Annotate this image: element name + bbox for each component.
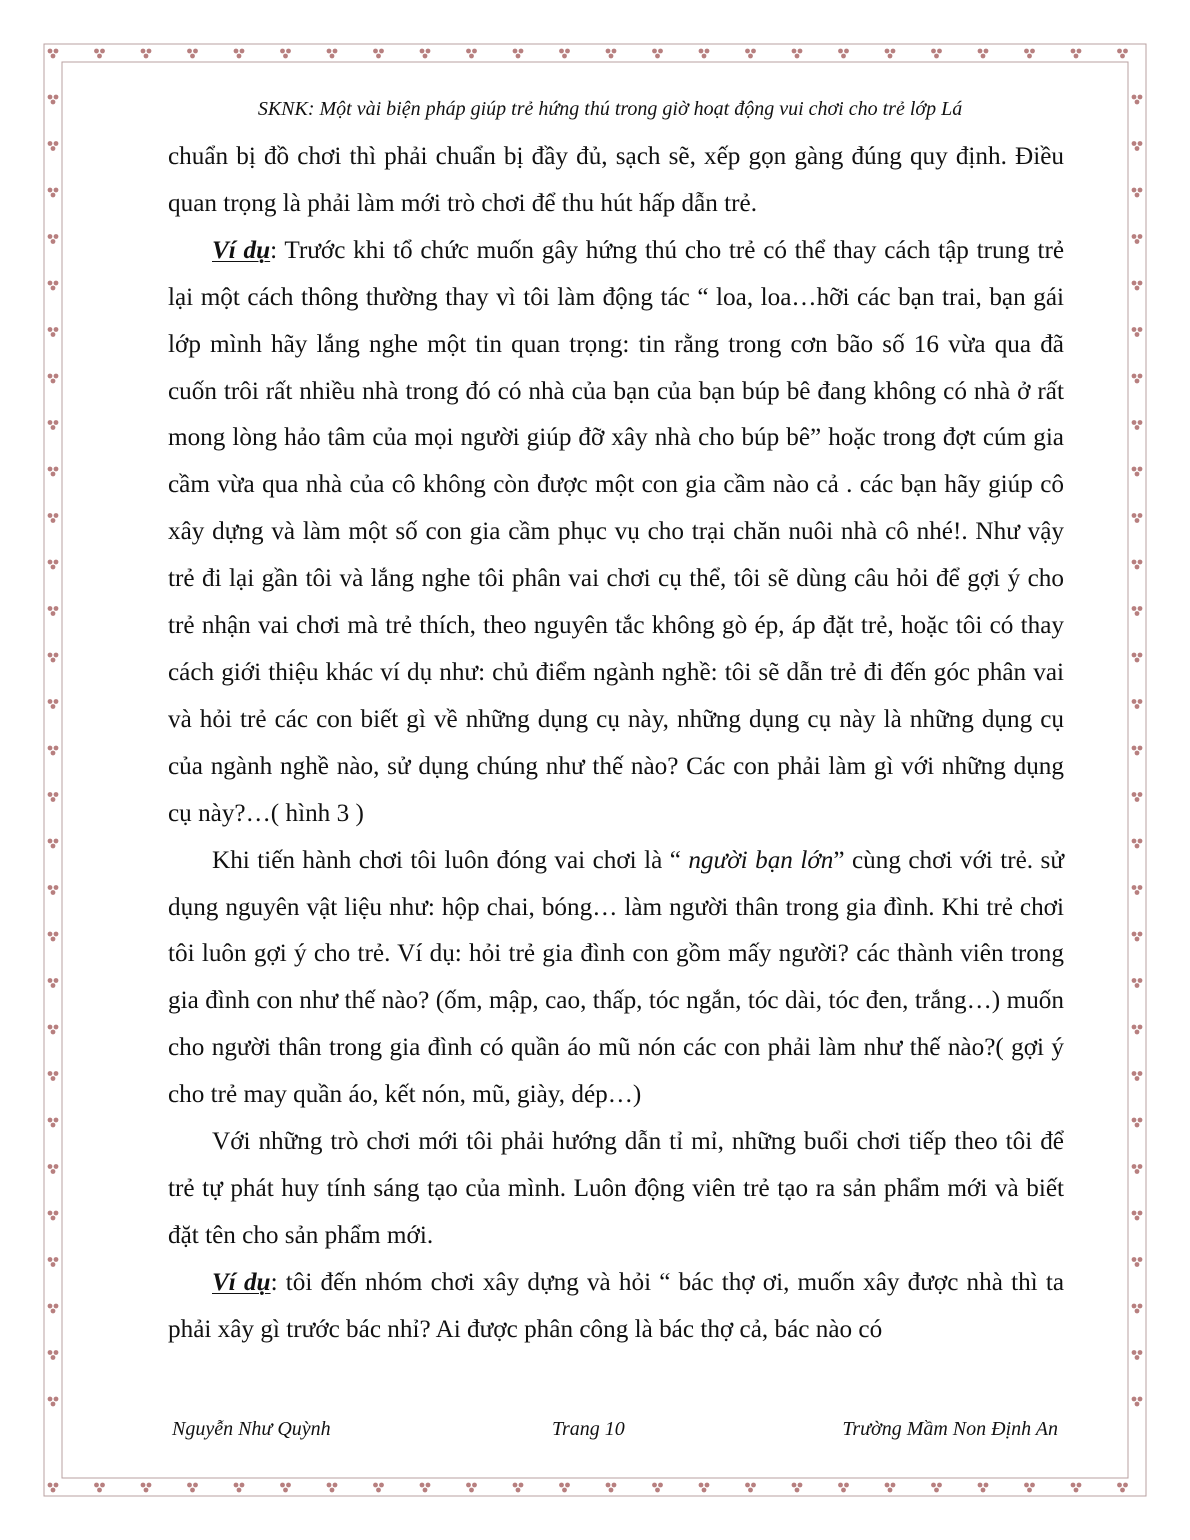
ornament-cluster — [48, 1397, 59, 1407]
ornament-cluster — [1132, 606, 1143, 616]
ornament-cluster — [1132, 1164, 1143, 1174]
ornament-cluster — [48, 606, 59, 616]
ornament-cluster — [1132, 327, 1143, 337]
paragraph-4-text: Với những trò chơi mới tôi phải hướng dẫn tỉ mỉ, những buổi chơi tiếp theo tôi để trẻ tự phát huy tính sáng tạo của mình. Luôn động viên trẻ tạo ra sản phẩm mới và biết đặt tên cho sản phẩm mới. — [168, 1128, 1064, 1249]
ornament-cluster — [48, 95, 59, 105]
ornament-cluster — [559, 49, 570, 59]
ornament-cluster — [1132, 792, 1143, 802]
ornament-cluster — [373, 1483, 384, 1493]
ornament-cluster — [141, 1483, 152, 1493]
ornament-cluster — [1132, 885, 1143, 895]
paragraph-1 — [168, 134, 1064, 228]
ornament-cluster — [792, 1483, 803, 1493]
ornament-cluster — [48, 1071, 59, 1081]
ornament-cluster — [48, 234, 59, 244]
paragraph-2 — [168, 228, 1064, 838]
ornament-cluster — [1132, 560, 1143, 570]
ornament-cluster — [48, 188, 59, 198]
paragraph-1-text: chuẩn bị đồ chơi thì phải chuẩn bị đầy đủ, sạch sẽ, xếp gọn gàng đúng quy định. Điều quan trọng là phải làm mới trò chơi để thu hút hấp dẫn trẻ. — [168, 143, 1064, 217]
ornament-cluster — [48, 49, 59, 59]
ornament-cluster — [1132, 234, 1143, 244]
ornament-cluster — [699, 1483, 710, 1493]
ornament-cluster — [466, 49, 477, 59]
ornament-cluster — [1132, 281, 1143, 291]
paragraph-5-text: : tôi đến nhóm chơi xây dựng và hỏi “ bác thợ ơi, muốn xây được nhà thì ta phải xây gì trước bác nhỉ? Ai được phân công là bác thợ cả, bác nào có — [168, 1268, 1065, 1343]
ornament-cluster — [1132, 746, 1143, 756]
ornament-cluster — [48, 839, 59, 849]
ornament-cluster — [1132, 1118, 1143, 1128]
ornament-cluster — [48, 1118, 59, 1128]
ornament-cluster — [931, 1483, 942, 1493]
ornament-cluster — [141, 49, 152, 59]
ornament-cluster — [652, 1483, 663, 1493]
ornament-cluster — [1132, 95, 1143, 105]
ornament-cluster — [885, 1483, 896, 1493]
ornament-cluster — [1024, 49, 1035, 59]
ornament-cluster — [1117, 49, 1128, 59]
paragraph-3 — [168, 838, 1064, 1119]
paragraph-2-text: : Trước khi tổ chức muốn gây hứng thú cho trẻ có thể thay cách tập trung trẻ lại một cách thông thường thay vì tôi làm động tác “ loa, loa…hỡi các bạn trai, bạn gái lớp mình hãy lắng nghe một tin quan trọng: tin rằng trong cơn bão số 16 vừa qua đã cuốn trôi rất nhiều nhà trong đó có nhà của bạn của bạn búp bê đang không có nhà ở rất mong lòng hảo tâm của mọi người giúp đỡ xây nhà cho búp bê” hoặc trong đợt cúm gia cầm vừa qua nhà của cô không còn được một con gia cầm nào cả . các bạn hãy giúp cô xây dựng và làm một số con gia cầm phục vụ cho trại chăn nuôi nhà cô nhé!. Như vậy trẻ đi lại gần tôi và lắng nghe tôi phân vai chơi cụ thể, tôi sẽ dùng câu hỏi để gợi ý cho trẻ nhận vai chơi mà trẻ thích, theo nguyên tắc không gò ép, áp đặt trẻ, hoặc tôi có thay cách giới thiệu khác ví dụ như: chủ điểm ngành nghề: tôi sẽ dẫn trẻ đi đến góc phân vai và hỏi trẻ các con biết gì về những dụng cụ này, những dụng cụ này là những dụng cụ của ngành nghề nào, sử dụng chúng như thế nào? Các con phải làm gì với những dụng cụ này?…( hình 3 ) — [168, 236, 1065, 827]
paragraph-3-emphasis: người bạn lớn — [688, 846, 834, 874]
ornament-cluster — [48, 374, 59, 384]
ornament-cluster — [48, 560, 59, 570]
ornament-cluster — [1132, 699, 1143, 709]
ornament-cluster — [1024, 1483, 1035, 1493]
ornament-cluster — [1132, 1304, 1143, 1314]
ornament-cluster — [373, 49, 384, 59]
ornament-cluster — [1132, 932, 1143, 942]
ornament-cluster — [48, 792, 59, 802]
ornament-cluster — [1132, 1397, 1143, 1407]
ornament-cluster — [885, 49, 896, 59]
ornament-cluster — [745, 49, 756, 59]
footer-author: Nguyễn Như Quỳnh — [172, 1418, 331, 1440]
ornament-cluster — [48, 978, 59, 988]
ornament-cluster — [234, 49, 245, 59]
ornament-cluster — [606, 49, 617, 59]
ornament-cluster — [1132, 1211, 1143, 1221]
ornament-cluster — [48, 281, 59, 291]
ornament-cluster — [1132, 1071, 1143, 1081]
ornament-cluster — [48, 1211, 59, 1221]
example-label: Ví dụ — [212, 1268, 271, 1296]
ornament-cluster — [48, 420, 59, 430]
ornament-cluster — [48, 1164, 59, 1174]
ornament-cluster — [559, 1483, 570, 1493]
paragraph-3-post: ” cùng chơi với trẻ. sử dụng nguyên vật liệu như: hộp chai, bóng… làm người thân trong gia đình. Khi trẻ chơi tôi luôn gợi ý cho trẻ. Ví dụ: hỏi trẻ gia đình con gồm mấy người? các thành viên trong gia đình con như thế nào? (ốm, mập, cao, thấp, tóc ngắn, tóc dài, tóc đen, trắng…) muốn cho người thân trong gia đình có quần áo mũ nón các con phải làm như thế nào?( gợi ý cho trẻ may quần áo, kết nón, mũ, giày, dép…) — [168, 846, 1064, 1109]
ornament-cluster — [838, 1483, 849, 1493]
ornament-cluster — [652, 49, 663, 59]
paragraph-3-pre: Khi tiến hành chơi tôi luôn đóng vai chơi là “ — [212, 846, 689, 874]
footer-school: Trường Mầm Non Định An — [842, 1418, 1058, 1440]
ornament-cluster — [1132, 141, 1143, 151]
ornament-cluster — [48, 467, 59, 477]
ornament-cluster — [1117, 1483, 1128, 1493]
ornament-cluster — [978, 1483, 989, 1493]
ornament-cluster — [1071, 1483, 1082, 1493]
ornament-cluster — [838, 49, 849, 59]
ornament-cluster — [48, 699, 59, 709]
ornament-cluster — [94, 49, 105, 59]
ornament-cluster — [1132, 978, 1143, 988]
ornament-cluster — [1132, 653, 1143, 663]
ornament-cluster — [48, 327, 59, 337]
ornament-cluster — [931, 49, 942, 59]
ornament-cluster — [48, 1257, 59, 1267]
ornament-cluster — [48, 932, 59, 942]
ornament-cluster — [1071, 49, 1082, 59]
ornament-cluster — [187, 49, 198, 59]
ornament-cluster — [1132, 1257, 1143, 1267]
ornament-cluster — [1132, 188, 1143, 198]
ornament-cluster — [792, 49, 803, 59]
ornament-cluster — [48, 1350, 59, 1360]
ornament-cluster — [513, 49, 524, 59]
ornament-cluster — [327, 49, 338, 59]
ornament-cluster — [48, 653, 59, 663]
paragraph-5 — [168, 1260, 1064, 1354]
ornament-cluster — [234, 1483, 245, 1493]
ornament-cluster — [280, 49, 291, 59]
ornament-cluster — [978, 49, 989, 59]
ornament-cluster — [513, 1483, 524, 1493]
ornament-cluster — [420, 49, 431, 59]
ornament-cluster — [48, 513, 59, 523]
ornament-cluster — [1132, 839, 1143, 849]
paragraph-4 — [168, 1119, 1064, 1260]
ornament-cluster — [1132, 513, 1143, 523]
ornament-cluster — [466, 1483, 477, 1493]
ornament-cluster — [606, 1483, 617, 1493]
ornament-cluster — [94, 1483, 105, 1493]
ornament-cluster — [420, 1483, 431, 1493]
ornament-cluster — [699, 49, 710, 59]
ornament-cluster — [48, 1304, 59, 1314]
ornament-cluster — [48, 141, 59, 151]
ornament-cluster — [745, 1483, 756, 1493]
ornament-cluster — [1132, 1350, 1143, 1360]
footer-page-number: Trang 10 — [552, 1418, 625, 1440]
page-header: SKNK: Một vài biện pháp giúp trẻ hứng thú trong giờ hoạt động vui chơi cho trẻ lớp Lá — [257, 98, 963, 120]
ornament-cluster — [48, 1483, 59, 1493]
ornament-cluster — [48, 1025, 59, 1035]
example-label: Ví dụ — [212, 236, 271, 264]
ornament-cluster — [1132, 1025, 1143, 1035]
ornament-cluster — [1132, 420, 1143, 430]
ornament-cluster — [187, 1483, 198, 1493]
ornament-cluster — [48, 885, 59, 895]
ornament-cluster — [327, 1483, 338, 1493]
ornament-cluster — [1132, 467, 1143, 477]
ornament-cluster — [48, 746, 59, 756]
ornament-cluster — [1132, 374, 1143, 384]
ornament-cluster — [280, 1483, 291, 1493]
body-text — [168, 134, 1064, 1354]
